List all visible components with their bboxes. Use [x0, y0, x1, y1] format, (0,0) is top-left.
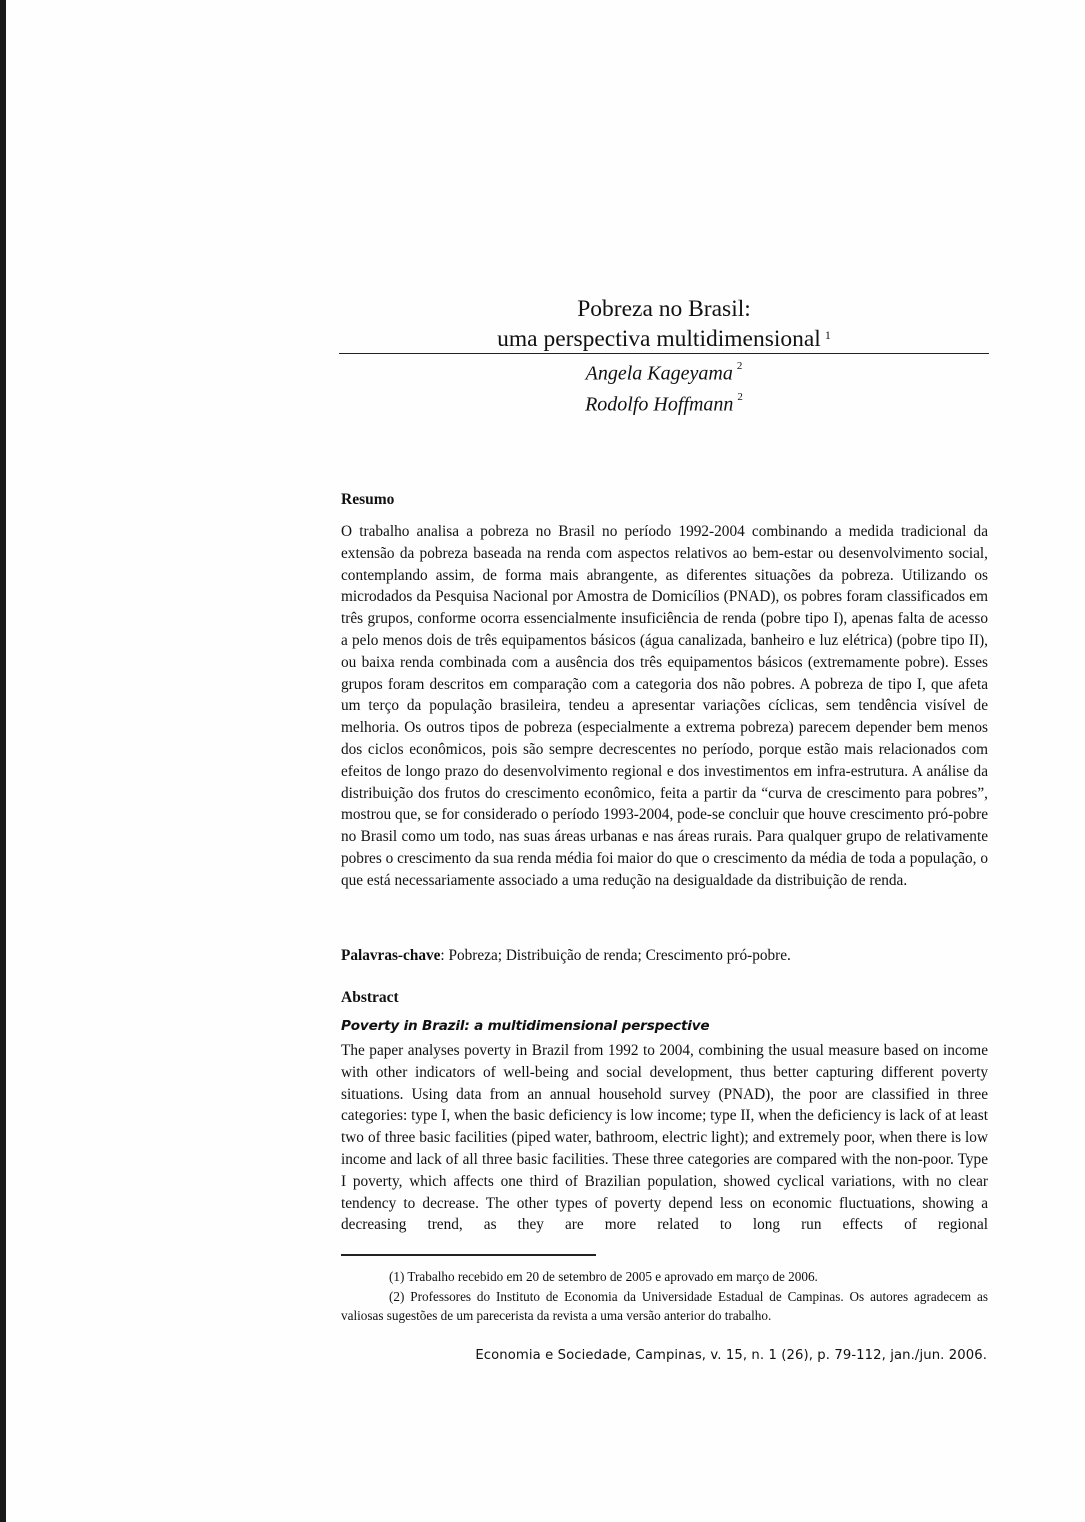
author-list — [339, 356, 989, 417]
author — [339, 356, 989, 387]
author-footnote-ref: 2 — [736, 360, 743, 372]
abstract-section — [341, 1040, 988, 1236]
abstract-heading-text: Abstract — [341, 989, 399, 1006]
abstract-subtitle-text: Poverty in Brazil: a multidimensional perspective — [341, 1018, 710, 1034]
author-name: Angela Kageyama — [585, 362, 733, 385]
abstract-subtitle — [341, 1017, 988, 1035]
abstract-heading — [341, 989, 988, 1007]
resumo-text: O trabalho analisa a pobreza no Brasil no período 1992-2004 combinando a medida tradicional da extensão da pobreza baseada na renda com aspectos relativos ao bem-estar ou desenvolvimento social, contemplando assim, de forma mais abrangente, as diferentes situações da pobreza. Utilizando os microdados da Pesquisa Nacional por Amostra de Domicílios (PNAD), os pobres foram classificados em três grupos, conforme ocorra essencialmente insuficiência de renda (pobre tipo I), apenas falta de acesso a pelo menos dois de três equipamentos básicos (água canalizada, banheiro e luz elétrica) (pobre tipo II), ou baixa renda combinada com a ausência dos três equipamentos básicos (extremamente pobre). Esses grupos foram descritos em comparação com a categoria dos não pobres. A pobreza de tipo I, que afeta um terço da população brasileira, tendeu a apresentar variações cíclicas, sem tendência visível de melhoria. Os outros tipos de pobreza (especialmente a extrema pobreza) parecem depender bem menos dos ciclos econômicos, pois são sempre decrescentes no período, porque estão mais relacionados com efeitos de longo prazo do desenvolvimento regional e dos investimentos em infra-estrutura. A análise da distribuição dos frutos do crescimento econômico, feita a partir da “curva de crescimento para pobres”, mostrou que, se for considerado o período 1993-2004, pode-se concluir que houve crescimento pró-pobre no Brasil como um todo, nas suas áreas urbanas e nas áreas rurais. Para qualquer grupo de relativamente pobres o crescimento da sua renda média foi maior do que o crescimento da média de toda a população, o que está necessariamente associado a uma redução na desigualdade da distribuição de renda. — [341, 523, 988, 889]
title-line-2 — [339, 324, 989, 354]
footnote-2: (2) Professores do Instituto de Economia da Universidade Estadual de Campinas. Os autores agradecem as valiosas sugestões de um parecerista da revista a uma versão anterior do trabalho. — [341, 1288, 988, 1323]
footnotes — [341, 1267, 988, 1326]
author — [339, 387, 989, 418]
title-footnote-ref: 1 — [824, 328, 831, 342]
footnote-1: (1) Trabalho recebido em 20 de setembro de 2005 e aprovado em março de 2006. — [389, 1269, 818, 1284]
abstract-text: The paper analyses poverty in Brazil from 1992 to 2004, combining the usual measure based on income with other indicators of well-being and social development, thus better capturing different poverty situations. Using data from an annual household survey (PNAD), the poor are classified in three categories: type I, when the basic deficiency is low income; type II, when the deficiency is lack of at least two of three basic facilities (piped water, bathroom, electric light); and extremely poor, when there is low income and lack of all three basic facilities. These three categories are compared with the non-poor. Type I poverty, which affects one third of Brazilian population, showed cyclical variations, with no clear tendency to decrease. The other types of poverty depend less on economic fluctuations, showing a decreasing trend, as they are more related to long run effects of regional — [341, 1042, 988, 1234]
author-footnote-ref: 2 — [737, 390, 743, 403]
keywords-label: Palavras-chave — [341, 947, 441, 964]
title-divider — [339, 353, 989, 354]
title-line-1: Pobreza no Brasil: — [577, 296, 751, 322]
footnote-divider — [341, 1254, 596, 1256]
keywords — [341, 945, 988, 967]
author-name: Rodolfo Hoffmann — [585, 393, 734, 416]
journal-citation: Economia e Sociedade, Campinas, v. 15, n. 1 (26), p. 79-112, jan./jun. 2006. — [475, 1348, 987, 1363]
resumo-section — [341, 521, 988, 892]
resumo-heading-text: Resumo — [341, 491, 395, 508]
resumo-heading — [341, 491, 988, 509]
page-edge-shadow — [0, 0, 6, 1522]
article-title — [339, 294, 989, 354]
keywords-list: : Pobreza; Distribuição de renda; Crescimento pró-pobre. — [440, 947, 791, 964]
title-line-2-text: uma perspectiva multidimensional — [497, 326, 821, 352]
